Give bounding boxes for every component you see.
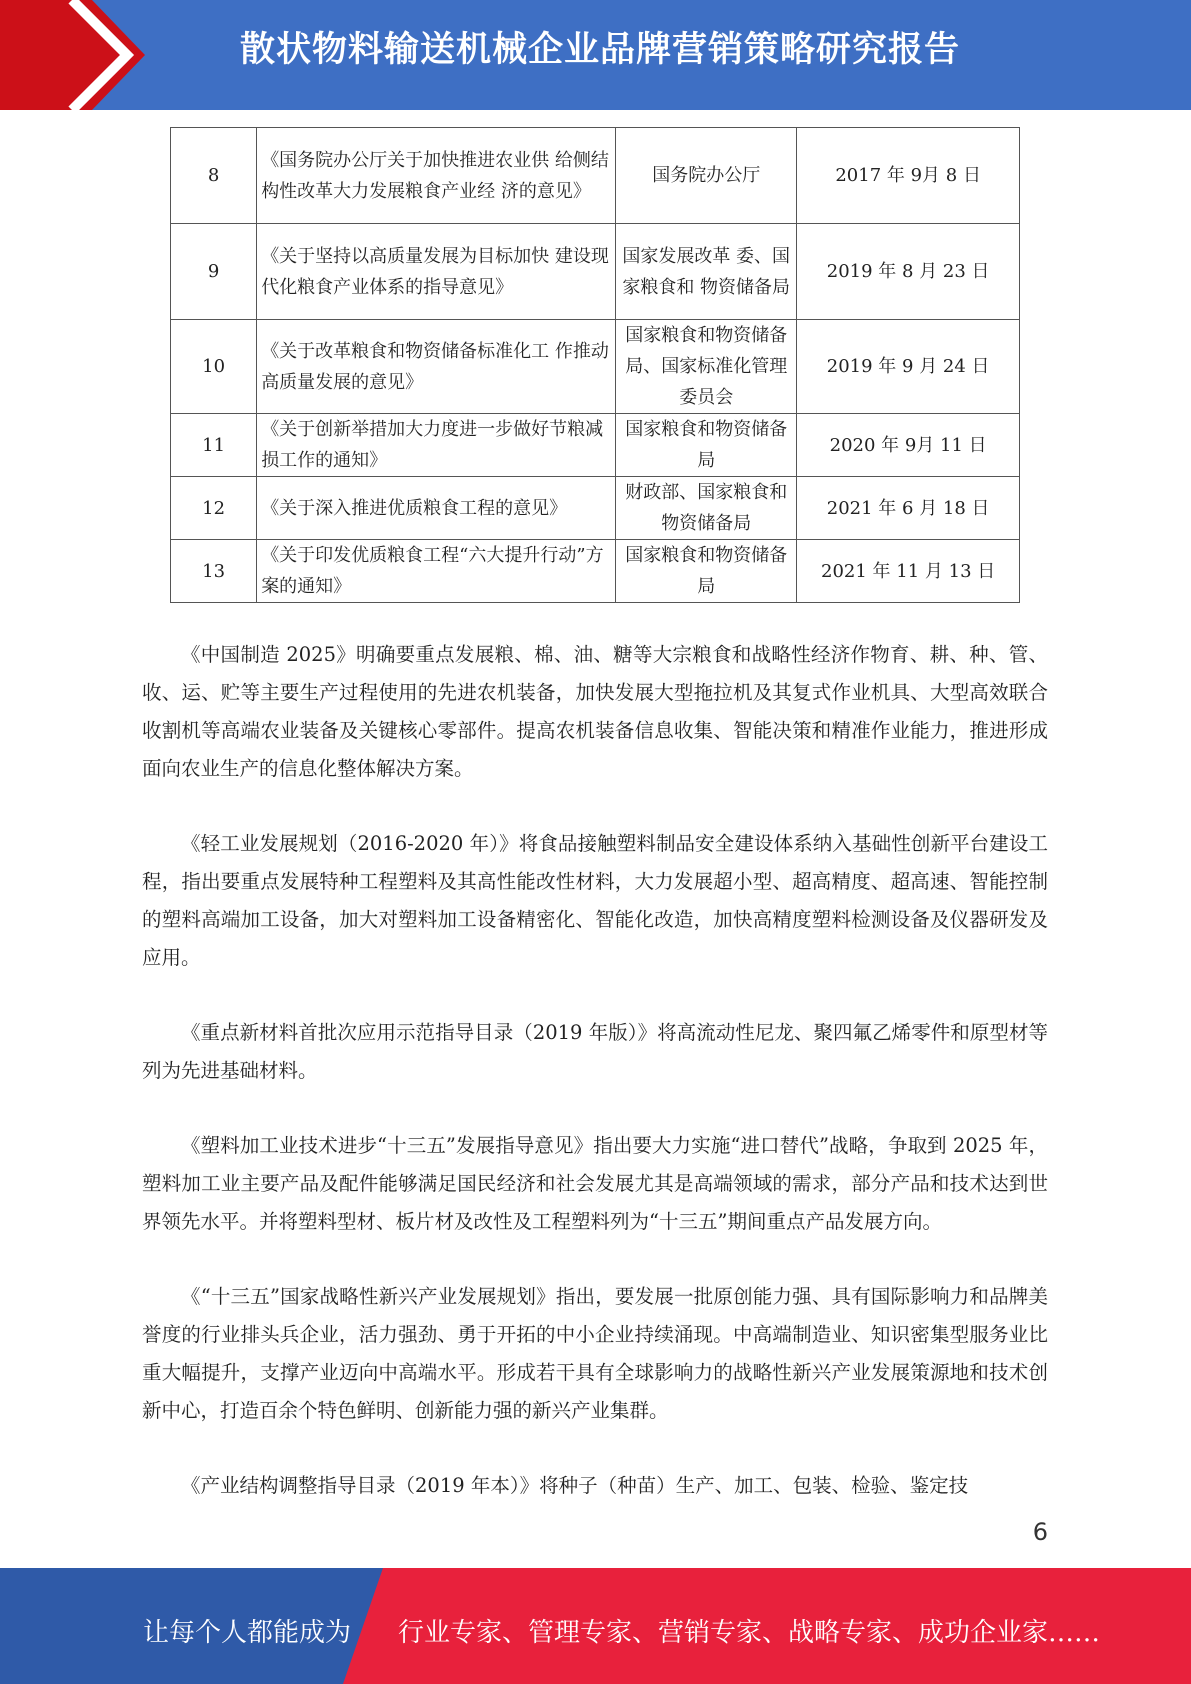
- date-cell: 2020 年 9月 11 日: [797, 414, 1020, 477]
- paragraph: 《轻工业发展规划（2016-2020 年）》将食品接触塑料制品安全建设体系纳入基础性创新平台建设工程，指出要重点发展特种工程塑料及其高性能改性材料，大力发展超小型、超高精度、超高速、智能控制的塑料高端加工设备，加大对塑料加工设备精密化、智能化改造，加快高精度塑料检测设备及仪器研发及应用。: [142, 832, 1048, 969]
- paragraph: 《中国制造 2025》明确要重点发展粮、棉、油、糖等大宗粮食和战略性经济作物育、耕、种、管、收、运、贮等主要生产过程使用的先进农机装备，加快发展大型拖拉机及其复式作业机具、大型高效联合收割机等高端农业装备及关键核心零部件。提高农机装备信息收集、智能决策和精准作业能力，推进形成面向农业生产的信息化整体解决方案。: [142, 643, 1048, 780]
- row-number-cell: 11: [171, 414, 257, 477]
- date-cell: 2019 年 9 月 24 日: [797, 320, 1020, 414]
- policy-title-cell: 《关于改革粮食和物资储备标准化工 作推动高质量发展的意见》: [257, 320, 616, 414]
- paragraph: 《塑料加工业技术进步“十三五”发展指导意见》指出要大力实施“进口替代”战略，争取到 2025 年，塑料加工业主要产品及配件能够满足国民经济和社会发展尤其是高端领域的需求，部分产品和技术达到世界领先水平。并将塑料型材、板片材及改性及工程塑料列为“十三五”期间重点产品发展方向。: [142, 1134, 1048, 1233]
- table-row: [171, 224, 1020, 320]
- issuer-cell: 国家发展改革 委、国家粮食和 物资储备局: [616, 224, 797, 320]
- policy-title-cell: 《关于印发优质粮食工程“六大提升行动”方案的通知》: [257, 540, 616, 603]
- issuer-cell: 国家粮食和物资储备局: [616, 414, 797, 477]
- header-arrow-icon: [0, 0, 160, 110]
- table-row: [171, 128, 1020, 224]
- table-row: [171, 477, 1020, 540]
- policy-title-cell: 《关于创新举措加大力度进一步做好节粮减损工作的通知》: [257, 414, 616, 477]
- policy-table: [170, 127, 1020, 603]
- body-text: [142, 636, 1048, 1542]
- policy-title-cell: 《关于坚持以高质量发展为目标加快 建设现代化粮食产业体系的指导意见》: [257, 224, 616, 320]
- date-cell: 2021 年 11 月 13 日: [797, 540, 1020, 603]
- issuer-cell: 财政部、国家粮食和物资储备局: [616, 477, 797, 540]
- footer-slogan-right: 行业专家、管理专家、营销专家、战略专家、成功企业家……: [398, 1618, 1101, 1648]
- row-number-cell: 8: [171, 128, 257, 224]
- row-number-cell: 13: [171, 540, 257, 603]
- page-header: [0, 0, 1191, 110]
- table-row: [171, 320, 1020, 414]
- issuer-cell: 国家粮食和物资储备局、国家标准化管理委员会: [616, 320, 797, 414]
- paragraph: 《重点新材料首批次应用示范指导目录（2019 年版）》将高流动性尼龙、聚四氟乙烯零件和原型材等列为先进基础材料。: [142, 1021, 1048, 1082]
- paragraph: 《产业结构调整指导目录（2019 年本）》将种子（种苗）生产、加工、包装、检验、鉴定技: [181, 1474, 969, 1497]
- date-cell: 2017 年 9月 8 日: [797, 128, 1020, 224]
- date-cell: 2021 年 6 月 18 日: [797, 477, 1020, 540]
- page-number: 6: [1032, 1518, 1048, 1546]
- row-number-cell: 12: [171, 477, 257, 540]
- table-row: [171, 540, 1020, 603]
- row-number-cell: 10: [171, 320, 257, 414]
- document-title: 散状物料输送机械企业品牌营销策略研究报告: [240, 30, 961, 70]
- row-number-cell: 9: [171, 224, 257, 320]
- page-footer: [0, 1568, 1191, 1684]
- policy-title-cell: 《关于深入推进优质粮食工程的意见》: [257, 477, 616, 540]
- policy-title-cell: 《国务院办公厅关于加快推进农业供 给侧结构性改革大力发展粮食产业经 济的意见》: [257, 128, 616, 224]
- paragraph: 《“十三五”国家战略性新兴产业发展规划》指出，要发展一批原创能力强、具有国际影响力和品牌美誉度的行业排头兵企业，活力强劲、勇于开拓的中小企业持续涌现。中高端制造业、知识密集型服务业比重大幅提升，支撑产业迈向中高端水平。形成若干具有全球影响力的战略性新兴产业发展策源地和技术创新中心，打造百余个特色鲜明、创新能力强的新兴产业集群。: [142, 1285, 1048, 1422]
- table-row: [171, 414, 1020, 477]
- issuer-cell: 国务院办公厅: [616, 128, 797, 224]
- issuer-cell: 国家粮食和物资储备局: [616, 540, 797, 603]
- footer-slogan-left: 让每个人都能成为: [143, 1618, 352, 1648]
- date-cell: 2019 年 8 月 23 日: [797, 224, 1020, 320]
